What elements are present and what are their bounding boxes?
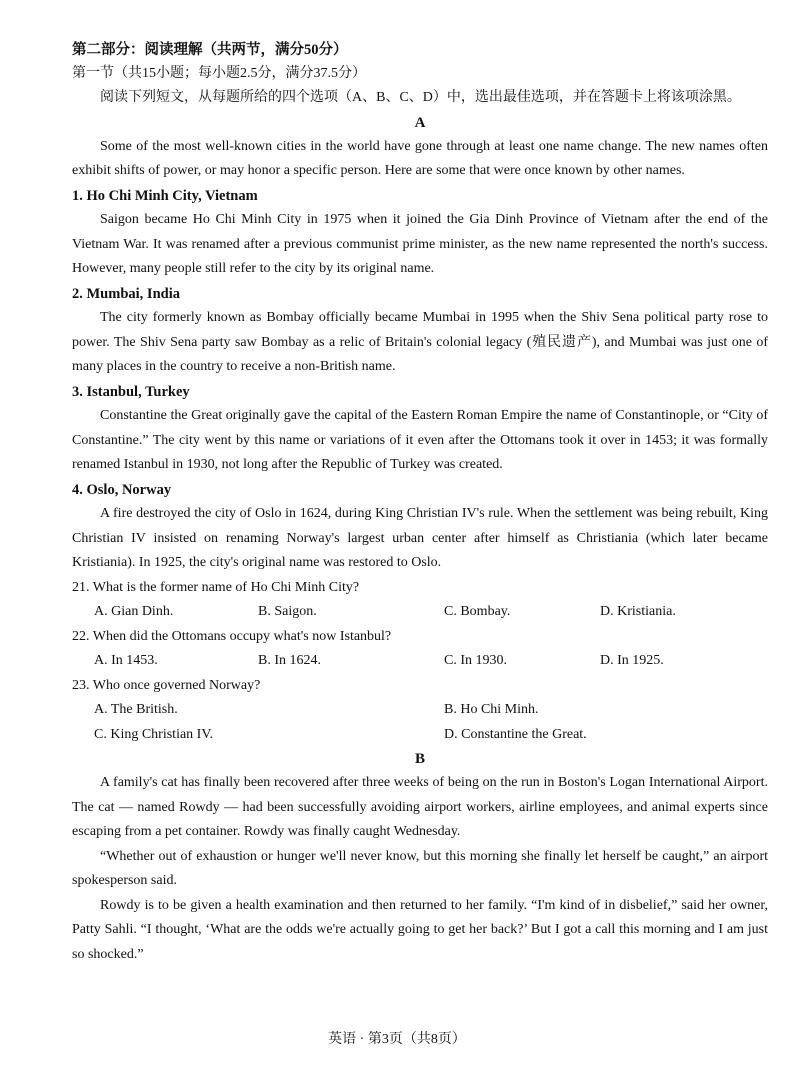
section-title: 第一节（共15小题；每小题2.5分，满分37.5分） xyxy=(72,66,366,81)
part-title: 第二部分：阅读理解（共两节，满分50分） xyxy=(72,42,348,58)
question-22-stem: 22. When did the Ottomans occupy what's now Istanbul? xyxy=(72,628,392,644)
q21-option-a: A. Gian Dinh. xyxy=(94,604,174,619)
question-23-options-row2 xyxy=(72,723,768,748)
q21-option-b: B. Saigon. xyxy=(258,604,317,619)
city-heading-2: 2. Mumbai, India xyxy=(72,285,180,302)
q23-option-b: B. Ho Chi Minh. xyxy=(444,702,539,717)
q21-option-d: D. Kristiania. xyxy=(600,604,676,619)
q22-option-a: A. In 1453. xyxy=(94,653,158,668)
q23-option-a: A. The British. xyxy=(94,702,178,717)
city-paragraph-3: Constantine the Great originally gave the capital of the Eastern Roman Empire the name of Constantinople, or “City of Constantine.” The city went by this name or variations of it even after the Ottomans took it over in 1453; it was formally renamed Istanbul in 1930, not long after the Republic of Turkey was created. xyxy=(72,408,768,472)
city-paragraph-4: A fire destroyed the city of Oslo in 1624, during King Christian IV's rule. When the settlement was being rebuilt, King Christian IV insisted on renaming Norway's largest urban center after himself as Christiania (which later became Kristiania). In 1925, the city's original name was restored to Oslo. xyxy=(72,506,768,570)
city-paragraph-1: Saigon became Ho Chi Minh City in 1975 when it joined the Gia Dinh Province of Vietnam after the end of the Vietnam War. It was renamed after a previous communist prime minister, as the new name represented the north's success. However, many people still refer to the city by its original name. xyxy=(72,212,768,276)
city-paragraph-2: The city formerly known as Bombay officially became Mumbai in 1995 when the Shiv Sena political party rose to power. The Shiv Sena party saw Bombay as a relic of Britain's colonial legacy (殖民遗产), and Mumbai was just one of many places in the country to receive a non-British name. xyxy=(72,310,768,374)
exam-page xyxy=(72,38,768,967)
question-21-options xyxy=(72,600,768,625)
q22-option-c: C. In 1930. xyxy=(444,653,507,668)
question-23-options-row1 xyxy=(72,698,768,723)
q23-option-c: C. King Christian IV. xyxy=(94,726,214,742)
q22-option-d: D. In 1925. xyxy=(600,653,664,668)
passage-a-intro: Some of the most well-known cities in the world have gone through at least one name change. The new names often exhibit shifts of power, or may honor a specific person. Here are some that were once known by other names. xyxy=(72,138,768,178)
instructions: 阅读下列短文，从每题所给的四个选项（A、B、C、D）中，选出最佳选项，并在答题卡上将该项涂黑。 xyxy=(100,90,741,105)
passage-b-paragraph-3: Rowdy is to be given a health examination and then returned to her family. “I'm kind of in disbelief,” said her owner, Patty Sahli. “I thought, ‘What are the odds we're actually going to get her back?’ But I got a call this morning and I am just so shocked.” xyxy=(72,897,768,962)
passage-b-label: B xyxy=(414,751,425,767)
q22-option-b: B. In 1624. xyxy=(258,653,321,668)
passage-b-paragraph-2: “Whether out of exhaustion or hunger we'll never know, but this morning she finally let herself be caught,” an airport spokesperson said. xyxy=(72,848,768,888)
city-heading-3: 3. Istanbul, Turkey xyxy=(72,383,190,400)
question-22-options xyxy=(72,649,768,674)
passage-a-label: A xyxy=(414,114,426,131)
passage-b-paragraph-1: A family's cat has finally been recovered after three weeks of being on the run in Boston's Logan International Airport. The cat — named Rowdy — had been successfully avoiding airport workers, airline employees, and animal experts since escaping from a pet container. Rowdy was finally caught Wednesday. xyxy=(72,775,768,839)
city-heading-1: 1. Ho Chi Minh City, Vietnam xyxy=(72,187,258,204)
question-23-stem: 23. Who once governed Norway? xyxy=(72,677,261,693)
q23-option-d: D. Constantine the Great. xyxy=(444,726,587,742)
question-21-stem: 21. What is the former name of Ho Chi Minh City? xyxy=(72,579,360,595)
page-footer: 英语 · 第3页（共8页） xyxy=(328,1032,466,1047)
q21-option-c: C. Bombay. xyxy=(444,604,511,619)
city-heading-4: 4. Oslo, Norway xyxy=(72,481,172,498)
